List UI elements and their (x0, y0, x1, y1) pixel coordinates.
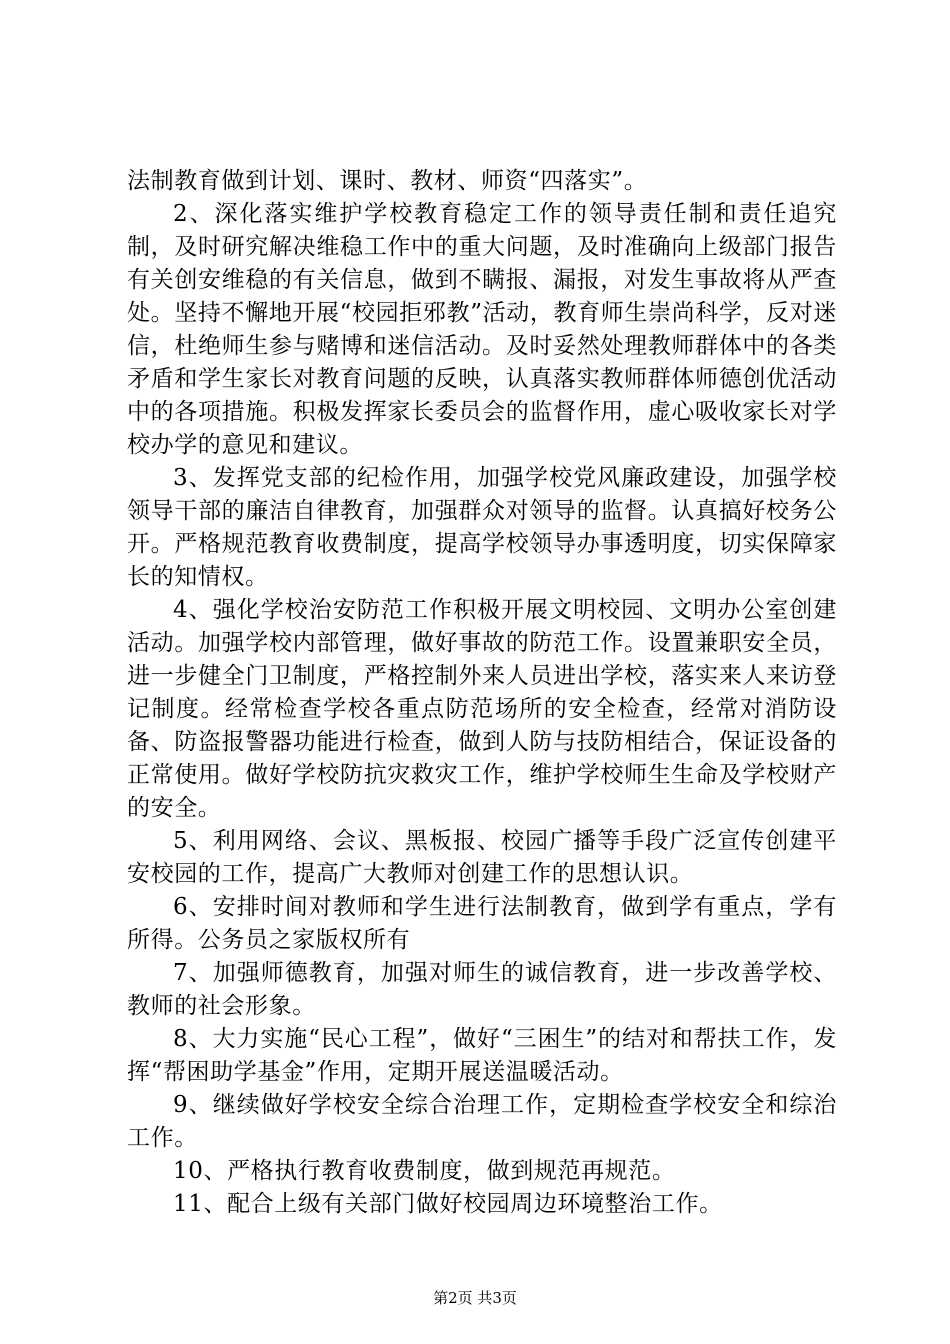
page-number-footer: 第2页 共3页 (433, 1289, 517, 1307)
paragraph-item-3: 3、发挥党支部的纪检作用，加强学校党风廉政建设，加强学校领导干部的廉洁自律教育，加强群众对领导的监督。认真搞好校务公开。严格规范教育收费制度，提高学校领导办事透明度，切实保障家长的知情权。 (127, 465, 837, 590)
paragraph-item-8: 8、大力实施“民心工程”，做好“三困生”的结对和帮扶工作，发挥“帮困助学基金”作用，定期开展送温暖活动。 (127, 1026, 837, 1085)
paragraph-item-2: 2、深化落实维护学校教育稳定工作的领导责任制和责任追究制，及时研究解决维稳工作中的重大问题，及时准确向上级部门报告有关创安维稳的有关信息，做到不瞒报、漏报，对发生事故将从严查处。坚持不懈地开展“校园拒邪教”活动，教育师生崇尚科学，反对迷信，杜绝师生参与赌博和迷信活动。及时妥然处理教师群体中的各类矛盾和学生家长对教育问题的反映，认真落实教师群体师德创优活动中的各项措施。积极发挥家长委员会的监督作用，虚心吸收家长对学校办学的意见和建议。 (127, 201, 837, 458)
paragraph-continuation: 法制教育做到计划、课时、教材、师资“四落实”。 (127, 168, 648, 194)
paragraph-item-5: 5、利用网络、会议、黑板报、校园广播等手段广泛宣传创建平安校园的工作，提高广大教师对创建工作的思想认识。 (127, 828, 837, 887)
paragraph-item-10: 10、严格执行教育收费制度，做到规范再规范。 (173, 1158, 676, 1184)
paragraph-item-9: 9、继续做好学校安全综合治理工作，定期检查学校安全和综治工作。 (127, 1092, 837, 1151)
paragraph-item-4: 4、强化学校治安防范工作积极开展文明校园、文明办公室创建活动。加强学校内部管理，做好事故的防范工作。设置兼职安全员，进一步健全门卫制度，严格控制外来人员进出学校，落实来人来访登记制度。经常检查学校各重点防范场所的安全检查，经常对消防设备、防盗报警器功能进行检查，做到人防与技防相结合，保证设备的正常使用。做好学校防抗灾救灾工作，维护学校师生生命及学校财产的安全。 (127, 597, 837, 821)
paragraph-item-6: 6、安排时间对教师和学生进行法制教育，做到学有重点，学有所得。公务员之家版权所有 (127, 894, 837, 953)
paragraph-item-11: 11、配合上级有关部门做好校园周边环境整治工作。 (173, 1191, 723, 1217)
document-body (127, 165, 837, 1221)
paragraph-item-7: 7、加强师德教育，加强对师生的诚信教育，进一步改善学校、教师的社会形象。 (127, 960, 837, 1019)
